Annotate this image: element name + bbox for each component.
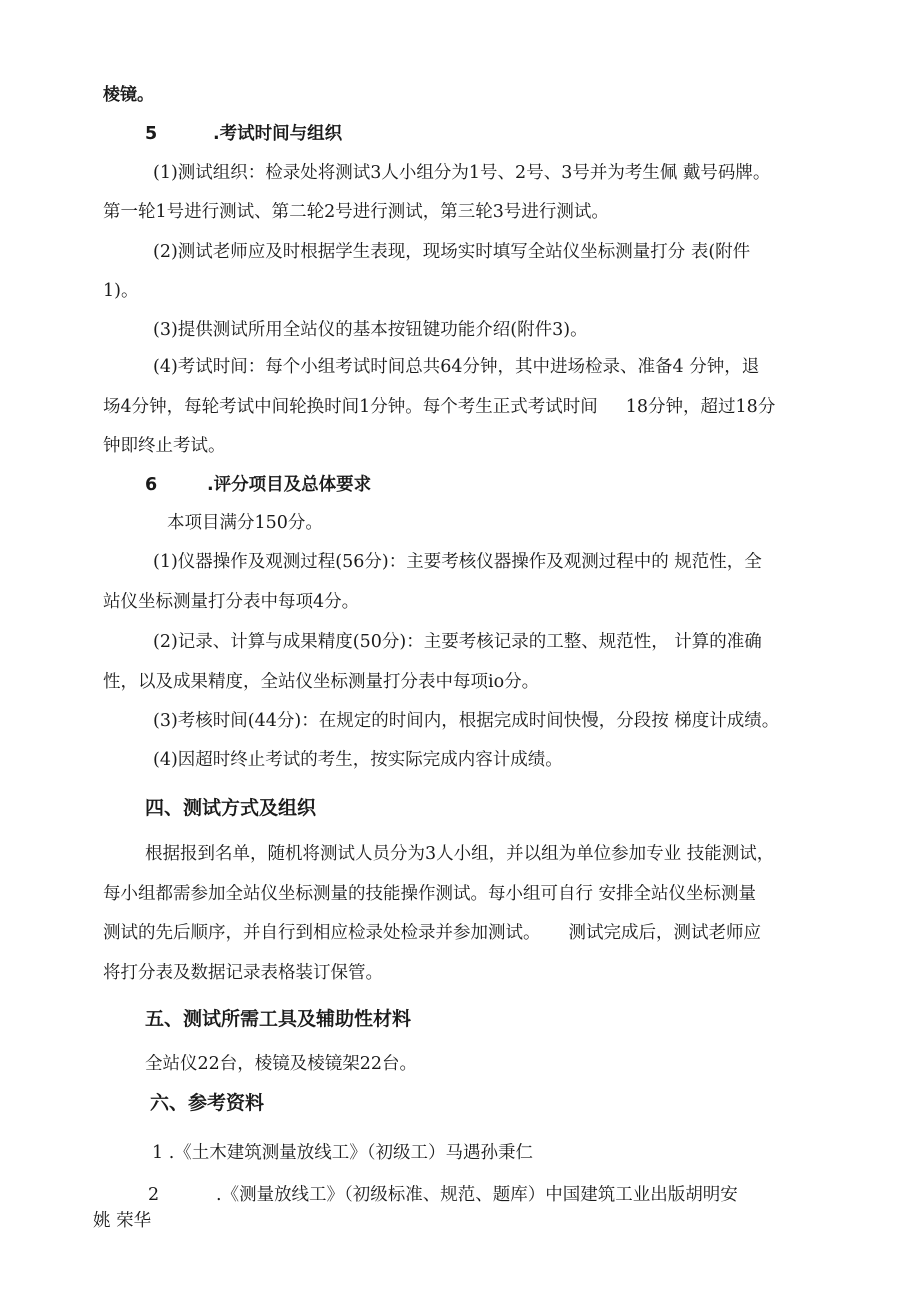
- reference-number: 2: [148, 1185, 160, 1205]
- paragraph-line: (1)测试组织：检录处将测试3人小组分为1号、2号、3号并为考生佩 戴号码牌。: [153, 163, 771, 183]
- reference-item-continuation: 姚 荣华: [93, 1211, 152, 1231]
- continuation-line: 棱镜。: [103, 85, 154, 105]
- line-part: 测试的先后顺序，并自行到相应检录处检录并参加测试。: [103, 923, 541, 943]
- section-5-heading: [145, 121, 342, 147]
- paragraph-line: (3)提供测试所用全站仪的基本按钮键功能介绍(附件3)。: [153, 320, 588, 340]
- section-6-number: 6: [145, 475, 158, 495]
- section-six-heading: 六、参考资料: [150, 1092, 265, 1114]
- paragraph-line: 1)。: [103, 281, 139, 301]
- section-5-title: .考试时间与组织: [213, 124, 343, 144]
- section-5-number: 5: [145, 124, 158, 144]
- paragraph-line: 本项目满分150分。: [167, 513, 323, 533]
- paragraph-line: (3)考核时间(44分)：在规定的时间内，根据完成时间快慢，分段按 梯度计成绩。: [153, 711, 780, 731]
- paragraph-line: [103, 920, 761, 946]
- paragraph-line: 全站仪22台，棱镜及棱镜架22台。: [145, 1054, 418, 1074]
- paragraph-line: (1)仪器操作及观测过程(56分)：主要考核仪器操作及观测过程中的 规范性，全: [153, 552, 762, 572]
- paragraph-line: (2)测试老师应及时根据学生表现，现场实时填写全站仪坐标测量打分 表(附件: [153, 242, 751, 262]
- section-6-heading: [145, 472, 371, 498]
- paragraph-line: 将打分表及数据记录表格装订保管。: [103, 963, 383, 983]
- section-6-title: .评分项目及总体要求: [207, 475, 372, 495]
- line-part: 18分钟，超过18分: [625, 397, 776, 417]
- paragraph-line: [103, 394, 775, 420]
- paragraph-line: (4)考试时间：每个小组考试时间总共64分钟，其中进场检录、准备4 分钟，退: [153, 357, 760, 377]
- paragraph-line: 站仪坐标测量打分表中每项4分。: [103, 592, 360, 612]
- paragraph-line: (2)记录、计算与成果精度(50分)：主要考核记录的工整、规范性， 计算的准确: [153, 632, 762, 652]
- reference-item: 1 .《土木建筑测量放线工》（初级工）马遇孙秉仁: [152, 1143, 534, 1163]
- paragraph-line: 钟即终止考试。: [103, 436, 226, 456]
- paragraph-line: 根据报到名单，随机将测试人员分为3人小组，并以组为单位参加专业 技能测试，: [145, 844, 775, 864]
- line-part: 场4分钟，每轮考试中间轮换时间1分钟。每个考生正式考试时间: [103, 397, 598, 417]
- paragraph-line: 第一轮1号进行测试、第二轮2号进行测试，第三轮3号进行测试。: [103, 202, 609, 222]
- section-five-heading: 五、测试所需工具及辅助性材料: [145, 1008, 412, 1030]
- paragraph-line: (4)因超时终止考试的考生，按实际完成内容计成绩。: [153, 750, 563, 770]
- paragraph-line: 每小组都需参加全站仪坐标测量的技能操作测试。每小组可自行 安排全站仪坐标测量: [103, 884, 757, 904]
- section-four-heading: 四、测试方式及组织: [145, 797, 317, 819]
- reference-item: [148, 1182, 738, 1208]
- reference-title: .《测量放线工》（初级标准、规范、题库）中国建筑工业出版胡明安: [216, 1185, 738, 1205]
- line-part: 测试完成后，测试老师应: [568, 923, 761, 943]
- paragraph-line: 性，以及成果精度，全站仪坐标测量打分表中每项io分。: [103, 672, 540, 692]
